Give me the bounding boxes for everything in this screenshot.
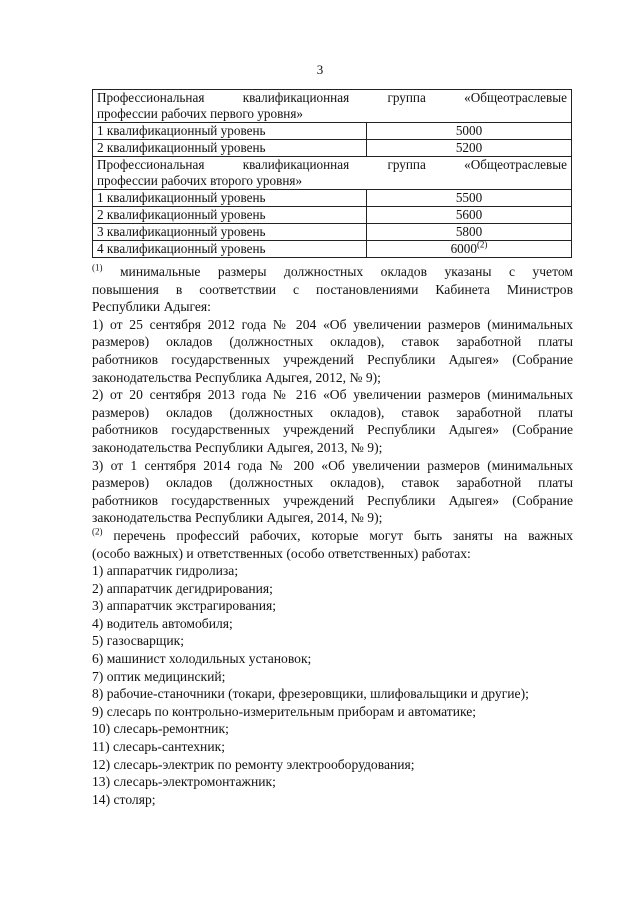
page-number: 3 [316,62,324,77]
salary-value-cell: 5800 [367,224,572,241]
level-cell: 4 квалификационный уровень [93,241,367,258]
list-item: 6) машинист холодильных установок; [92,651,312,667]
list-item: 4) водитель автомобиля; [92,615,233,631]
salary-value: 6000 [450,241,477,256]
table-row [93,224,572,241]
list-item: 11) слесарь-сантехник; [92,739,225,755]
group-title-cell [93,157,572,190]
list-item: 2) аппаратчик дегидрирования; [92,580,273,596]
footnote-1: $^{(1)}$ минимальные размеры должностных окладов указаны с учетом повышения в соответствии с постановлениями Кабинета Министров Республики Адыгея: [92,262,573,315]
salary-value-cell: 5000 [367,123,572,140]
group-title-word: «Общеотраслевые [464,90,567,105]
group-title-word: группа [387,90,426,105]
level-cell: 3 квалификационный уровень [93,224,367,241]
level-cell: 2 квалификационный уровень [93,140,367,157]
list-item: 13) слесарь-электромонтажник; [92,774,276,790]
footnote-marker: (2) [92,526,103,537]
table-row [93,123,572,140]
table-row [93,241,572,258]
group-title-line1 [97,157,567,173]
group-title-word: квалификационная [242,157,350,172]
group-title-line1 [97,90,567,106]
group-title-line2: профессии рабочих второго уровня» [97,173,303,188]
list-item: 12) слесарь-электрик по ремонту электрооборудования; [92,756,415,772]
group-title-word: Профессиональная [97,157,205,172]
level-cell: 2 квалификационный уровень [93,207,367,224]
decree-item: 2) от 20 сентября 2013 года № 216 «Об увеличении размеров (минимальных размеров) окладов (должностных окладов), ставок заработной платы работников государственных учреждений Республики Адыгея» (Собрание законодательства Республики Адыгея, 2013, № 9); [92,387,573,455]
level-cell: 1 квалификационный уровень [93,123,367,140]
list-item: 14) столяр; [92,791,156,807]
footnote-2: $^{(2)}$ перечень профессий рабочих, которые могут быть заняты на важных (особо важных) и ответственных (особо ответственных) работах: [92,526,573,561]
salary-value-cell: 5200 [367,140,572,157]
table-group-header [93,90,572,123]
list-item: 1) аппаратчик гидролиза; [92,563,239,579]
salary-value-cell [367,241,572,258]
table-group-header [93,157,572,190]
salary-value-cell: 5600 [367,207,572,224]
list-item: 8) рабочие-станочники (токари, фрезеровщики, шлифовальщики и другие); [92,686,529,702]
list-item: 5) газосварщик; [92,633,184,649]
decree-item: 1) от 25 сентября 2012 года № 204 «Об увеличении размеров (минимальных размеров) окладов (должностных окладов), ставок заработной платы работников государственных учреждений Республики Адыгея» (Собрание законодательства Республика Адыгея, 2012, № 9); [92,316,573,385]
level-cell: 1 квалификационный уровень [93,190,367,207]
group-title-cell [93,90,572,123]
table-row [93,207,572,224]
footnote-ref: (2) [476,239,488,250]
group-title-word: квалификационная [242,90,350,105]
salary-table [92,89,572,258]
footnote-marker: (1) [92,262,103,273]
list-item: 7) оптик медицинский; [92,668,226,684]
salary-value-cell: 5500 [367,190,572,207]
table-row [93,140,572,157]
group-title-word: «Общеотраслевые [464,157,567,172]
list-item: 3) аппаратчик экстрагирования; [92,598,277,614]
list-item: 9) слесарь по контрольно-измерительным приборам и автоматике; [92,703,477,719]
group-title-line2: профессии рабочих первого уровня» [97,106,304,121]
list-item: 10) слесарь-ремонтник; [92,721,229,737]
group-title-word: группа [387,157,426,172]
decree-item: 3) от 1 сентября 2014 года № 200 «Об увеличении размеров (минимальных размеров) окладов (должностных окладов), ставок заработной платы работников государственных учреждений Республики Адыгея» (Собрание законодательства Республики Адыгея, 2014, № 9); [92,457,573,526]
footnotes [92,263,573,808]
group-title-word: Профессиональная [97,90,205,105]
table-row [93,190,572,207]
